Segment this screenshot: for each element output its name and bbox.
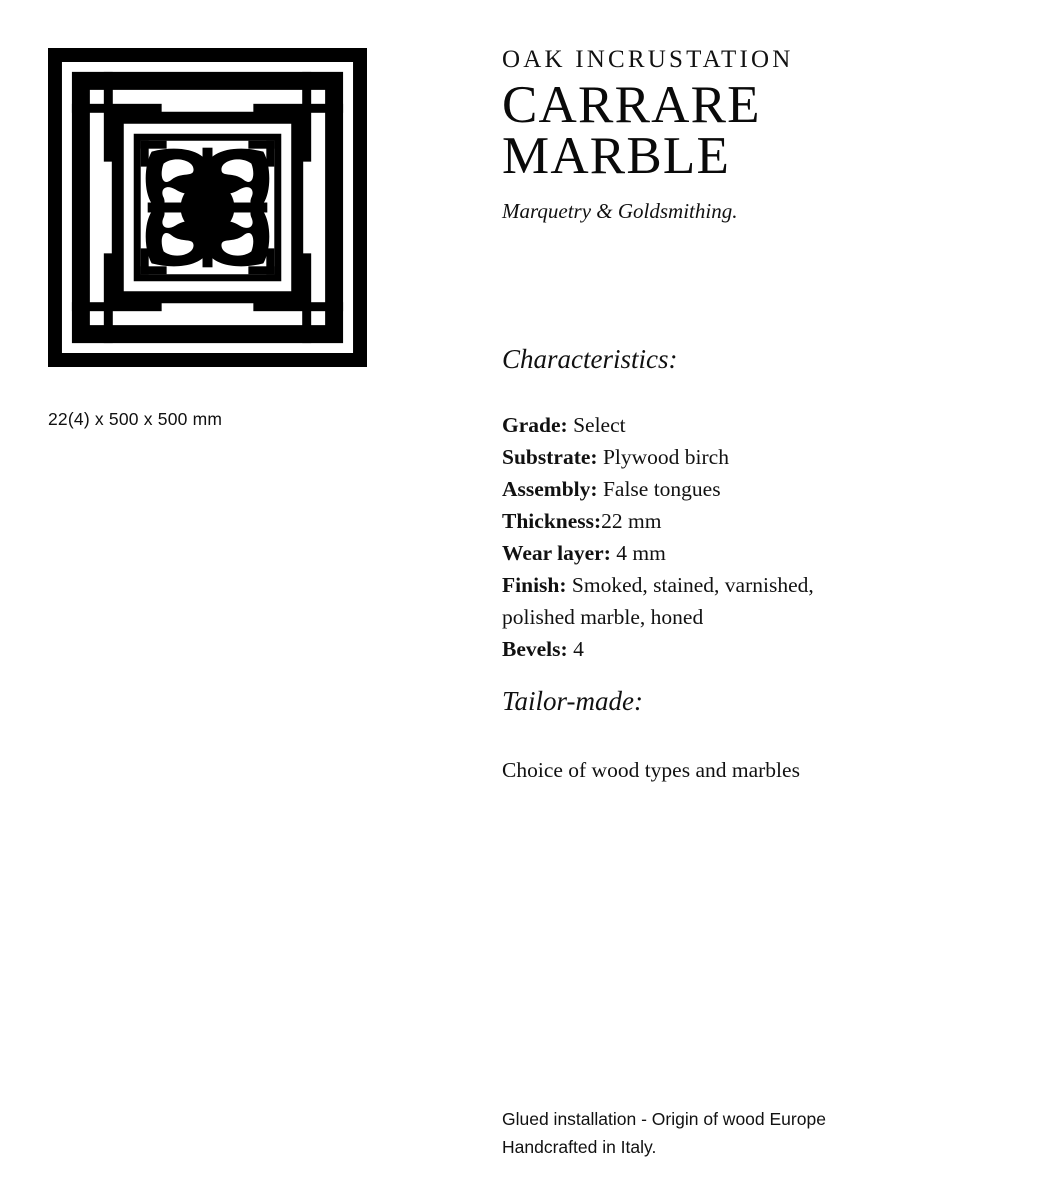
spec-label: Assembly: bbox=[502, 477, 598, 501]
page-title bbox=[502, 75, 972, 186]
spec-label: Bevels: bbox=[502, 637, 568, 661]
spec-value: 22 mm bbox=[601, 509, 662, 533]
product-eyebrow: OAK INCRUSTATION bbox=[502, 46, 794, 73]
list-item bbox=[502, 441, 832, 473]
product-image-column bbox=[48, 48, 388, 430]
footer-line-2: Handcrafted in Italy. bbox=[502, 1137, 657, 1157]
product-dimensions: 22(4) x 500 x 500 mm bbox=[48, 409, 223, 429]
marquetry-tile-pattern-icon bbox=[48, 48, 367, 367]
list-item bbox=[502, 569, 832, 633]
spec-label: Wear layer: bbox=[502, 541, 611, 565]
spec-label: Substrate: bbox=[502, 445, 598, 469]
characteristics-heading: Characteristics: bbox=[502, 344, 678, 374]
spec-label: Thickness: bbox=[502, 509, 602, 533]
list-item bbox=[502, 537, 832, 569]
spec-value: Plywood birch bbox=[602, 445, 729, 469]
spec-label: Finish: bbox=[502, 573, 567, 597]
tailor-made-heading: Tailor-made: bbox=[502, 686, 643, 716]
spec-value: Select bbox=[573, 413, 626, 437]
list-item bbox=[502, 409, 832, 441]
spec-value: 4 mm bbox=[616, 541, 666, 565]
spec-value: 4 bbox=[573, 637, 584, 661]
list-item bbox=[502, 505, 832, 537]
page-title-line1: CARRARE bbox=[502, 75, 761, 134]
list-item bbox=[502, 473, 832, 505]
list-item bbox=[502, 633, 832, 665]
product-subtitle: Marquetry & Goldsmithing. bbox=[502, 199, 738, 224]
characteristics-list bbox=[502, 409, 832, 665]
spec-label: Grade: bbox=[502, 413, 568, 437]
spec-value: Smoked, stained, varnished, polished marble, honed bbox=[502, 573, 814, 629]
product-details-column bbox=[502, 46, 972, 782]
footer-line-1: Glued installation - Origin of wood Europe bbox=[502, 1109, 826, 1129]
footer-note bbox=[502, 1105, 972, 1161]
spec-value: False tongues bbox=[602, 477, 721, 501]
tailor-made-text: Choice of wood types and marbles bbox=[502, 758, 800, 782]
page-title-line2: MARBLE bbox=[502, 127, 731, 186]
